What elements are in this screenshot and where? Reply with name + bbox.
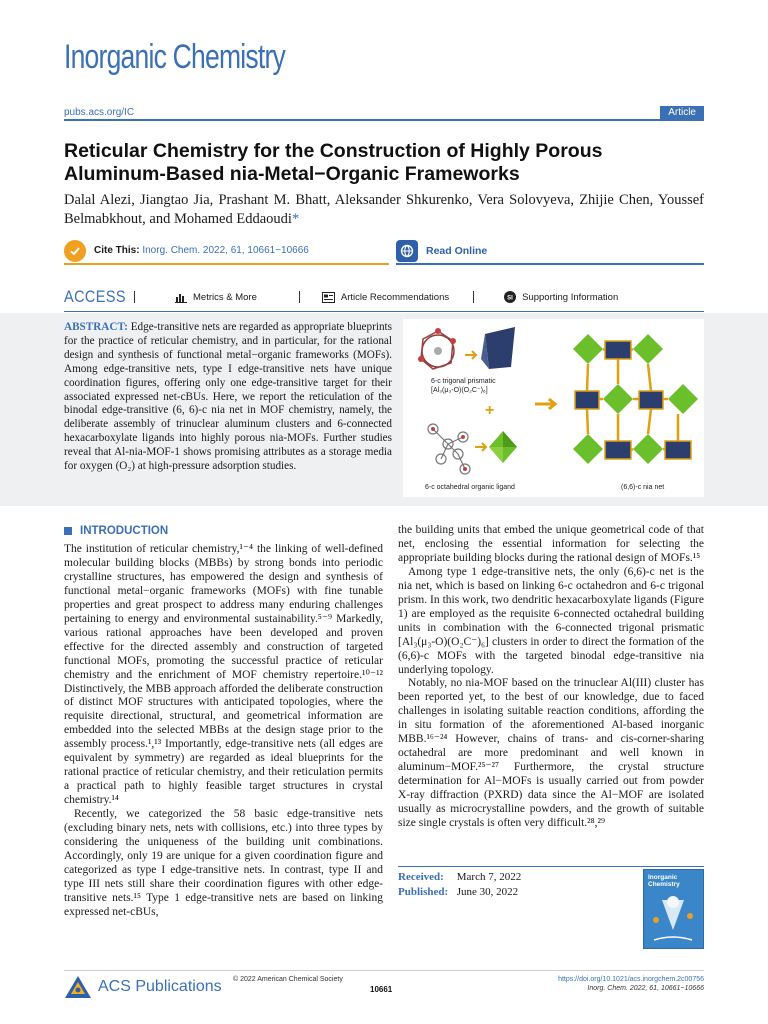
citation-link[interactable]: Inorg. Chem. 2022, 61, 10661−10666 (142, 245, 309, 256)
copyright-notice: © 2022 American Chemical Society (233, 976, 343, 983)
metrics-label: Metrics & More (193, 291, 257, 303)
paragraph: Notably, no nia-MOF based on the trinuclear Al(III) cluster has been reported yet, to the best of our knowledge, due to faced challenges in isolating suitable reaction conditions, affording the in situ formation of the aforementioned Al-based inorganic MBB.¹⁶⁻²⁴ However, chains of trans- and cis-corner-sharing octahedral are more predominant and well known in aluminum−MOF.²⁵⁻²⁷ Furthermore, the crystal structure determination for Al−MOFs is usually carried out from powder X-ray diffraction (PXRD) data since the Al−MOF are isolated usually as microcrystalline powders, and the growth of suitable size single crystals is often very difficult.²⁸,²⁹ (398, 677, 704, 830)
published-date: June 30, 2022 (456, 886, 519, 898)
paragraph: the building units that embed the unique geometrical code of that net, enclosing the essential information for selecting the appropriate building blocks during the rational design of MOFs.¹⁵ (398, 524, 704, 564)
document-list-icon (322, 292, 335, 303)
access-bar (64, 284, 704, 310)
checkmark-icon (64, 240, 86, 262)
cite-this-text (94, 245, 309, 256)
access-label: ACCESS (64, 287, 126, 306)
metrics-link[interactable] (175, 292, 257, 303)
supporting-info-label: Supporting Information (522, 291, 619, 303)
page-number: 10661 (370, 985, 393, 994)
acs-triangle-icon (64, 975, 92, 999)
text-column-left (64, 543, 383, 920)
formula-label: [Al₃(μ₃-O)(O₂C⁻)₆] (431, 387, 488, 394)
corresponding-author-mark[interactable]: * (291, 211, 300, 227)
bar-chart-icon (175, 292, 187, 303)
plus-sign: + (485, 402, 495, 419)
globe-icon (396, 240, 418, 262)
net-label: (6,6)-c nia net (621, 484, 665, 491)
footer-divider (64, 970, 704, 971)
journal-url-link[interactable]: pubs.acs.org/IC (64, 107, 135, 118)
acs-publications-logo[interactable] (64, 975, 222, 999)
author-list (64, 191, 704, 229)
footer-citation (558, 975, 704, 993)
paragraph: The institution of reticular chemistry,¹⁻⁴ the linking of well-defined molecular building blocks (MBBs) by strong bonds into periodic crystalline structures, has empowered the design and synthesis of functional metal−organic frameworks (MOFs) with fine tunable properties and great prospect to address many enduring challenges pertaining to energy and environmental sustainability.⁵⁻⁹ Markedly, various rational approaches have been developed and proven effective for the directed assembly and construction of targeted functional MOFs, promoting the successful practice of reticular chemistry and the enrichment of MOF chemistry repertoire.¹⁰⁻¹² Distinctively, the MBB approach afforded the deliberate construction of distinct MOF structures with anticipated topologies, where the requisite directional, structural, and geometrical information are embedded into the selected MBBs at the design stage prior to the assembly process.¹,¹³ Importantly, edge-transitive nets (all edges are equivalent by symmetry) are regarded as ideal blueprints for the rational practice of reticular chemistry, and their reticulation permits a practical path to highly feasible target structures in crystal chemistry.¹⁴ (64, 543, 383, 807)
published-label: Published: (398, 886, 449, 898)
read-online-button[interactable]: Read Online (426, 244, 488, 257)
ligand-molecule (428, 424, 470, 474)
publisher-name: ACS Publications (98, 978, 222, 995)
supporting-info-link[interactable] (504, 291, 618, 303)
paragraph: Among type 1 edge-transitive nets, the only (6,6)-c net is the nia net, which is based on linking 6-c octahedron and 6-c trigonal prism. In this work, two dendritic hexacarboxylate ligands (Figure 1) are employed as the requisite 6-connected octahedral building units in combination with the 6-connected trigonal prismatic [Al₃(μ₃-O)(O₂C⁻)₆] clusters in order to direct the formation of the (6,6)-c MOFs with the targeted binodal edge-transitive nia underlying topology. (398, 565, 704, 676)
separator (473, 291, 474, 303)
separator (134, 291, 135, 303)
received-label: Received: (398, 871, 444, 883)
citation-text: Inorg. Chem. 2022, 61, 10661−10666 (587, 985, 704, 992)
publication-dates (398, 870, 521, 900)
ligand-label: 6-c octahedral organic ligand (425, 484, 515, 491)
abstract-body: Edge-transitive nets are regarded as appropriate blueprints for the practice of reticular chemistry, and in particular, for the rational design and synthesis of functional metal−organic frameworks (MOFs). Among edge-transitive nets, type I edge-transitive nets have unique coordination figures, offering only one edge-transitive target for their associated expressed net-cBUs. Here, we report the reticulation of the binodal edge-transitive (6, 6)-c nia net in MOF chemistry, namely, the deliberate assembly of trinuclear aluminum clusters and 6-connected hexacarboxylate ligands into highly porous nia-MOFs. Further studies reveal that Al-nia-MOF-1 shows promising attributes as a storage media for oxygen (O₂) at high-pressure adsorption studies. (64, 321, 392, 473)
text-column-right (398, 524, 704, 831)
doi-link[interactable]: https://doi.org/10.1021/acs.inorgchem.2c00756 (558, 976, 704, 983)
prism-label: 6-c trigonal prismatic (431, 378, 496, 385)
header-divider (64, 119, 704, 121)
published-row (398, 885, 521, 900)
dates-divider (398, 866, 704, 867)
cite-label: Cite This: (94, 245, 140, 256)
section-heading-label: INTRODUCTION (80, 525, 169, 537)
si-icon (504, 291, 516, 303)
recommendations-label: Article Recommendations (340, 291, 450, 303)
read-online-box[interactable] (396, 238, 704, 265)
cover-title: Inorganic Chemistry (648, 874, 680, 888)
paper-title: Reticular Chemistry for the Construction of Highly Porous Aluminum-Based nia-Metal−Organic Frameworks (64, 140, 603, 185)
section-heading-introduction (64, 525, 168, 537)
received-row (398, 870, 521, 885)
trigonal-prism-icon (481, 327, 515, 369)
square-bullet-icon (64, 527, 72, 535)
abstract-label: ABSTRACT: (64, 321, 128, 333)
toc-graphic (403, 319, 704, 497)
cover-art-icon (644, 870, 703, 948)
received-date: March 7, 2022 (456, 871, 522, 883)
access-divider (64, 311, 704, 312)
journal-title: Inorganic Chemistry (64, 38, 286, 76)
cite-this-box[interactable] (64, 238, 389, 265)
recommendations-link[interactable] (322, 292, 449, 303)
toc-figure (403, 319, 704, 497)
cluster-molecule (418, 328, 456, 369)
paragraph: Recently, we categorized the 58 basic edge-transitive nets (excluding binary nets, nets with collisions, etc.) into three types by considering the uniqueness of the building unit combinations. Accordingly, only 19 are unique for a given coordination figure and categorized as type I edge-transitive nets. In contrast, type II and type III nets still share their coordination figures with other edge-transitive nets.¹⁵ Type 1 edge-transitive nets are based on linking expressed net-cBUs, (64, 808, 383, 918)
separator (299, 291, 300, 303)
article-type-badge: Article (660, 106, 704, 120)
author-names: Dalal Alezi, Jiangtao Jia, Prashant M. Bhatt, Aleksander Shkurenko, Vera Solovyeva, Zhijie Chen, Youssef Belmabkhout, and Mohamed Eddaoudi (64, 192, 704, 227)
svg-text:SI: SI (507, 295, 513, 302)
octahedron-icon (489, 431, 517, 463)
abstract (64, 321, 392, 474)
nia-net-graphic (573, 334, 698, 464)
journal-cover-thumbnail[interactable] (643, 869, 704, 949)
